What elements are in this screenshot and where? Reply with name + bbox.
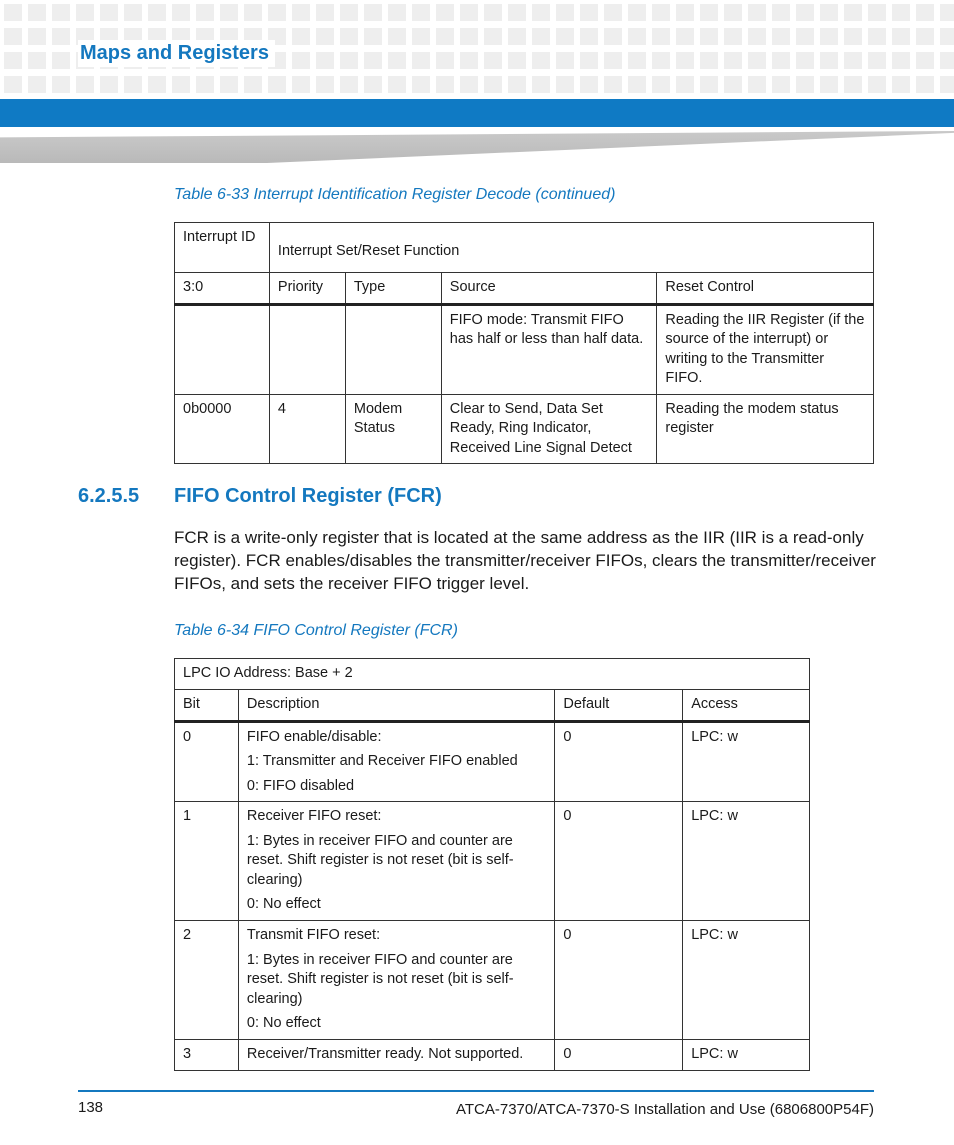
- table-cell: Reading the modem status register: [657, 394, 874, 464]
- section-body: FCR is a write-only register that is located at the same address as the IIR (IIR is a read-only register). FCR enables/disables the transmitter/receiver FIFOs, clears the transmitter/receiver FIFOs, and sets the receiver FIFO trigger level.: [174, 528, 876, 593]
- desc-line: 0: FIFO disabled: [246, 777, 355, 794]
- table-cell: 0: [175, 721, 239, 802]
- desc-line: 0: No effect: [246, 896, 321, 912]
- desc-line: 1: Transmitter and Receiver FIFO enabled: [246, 753, 518, 769]
- column-header: Reset Control: [657, 273, 874, 305]
- table-cell: [238, 921, 554, 1040]
- table-cell: [238, 721, 554, 802]
- column-header: 3:0: [175, 273, 270, 305]
- table-cell: Clear to Send, Data Set Ready, Ring Indicator, Received Line Signal Detect: [441, 394, 657, 464]
- table1-caption: Table 6-33 Interrupt Identification Register Decode (continued): [174, 186, 616, 203]
- table-cell: 0: [555, 1040, 683, 1071]
- running-section-title: Maps and Registers: [78, 40, 275, 67]
- table-row: [175, 273, 874, 305]
- table-cell: [175, 304, 270, 394]
- column-header: Access: [683, 690, 810, 722]
- table-row: [175, 921, 810, 1040]
- desc-line: 0: No effect: [246, 1015, 321, 1031]
- desc-line: FIFO enable/disable:: [246, 728, 382, 745]
- table-cell: [238, 802, 554, 921]
- header-interrupt-id: Interrupt ID: [175, 223, 270, 273]
- table-cell: LPC: w: [683, 921, 810, 1040]
- header-blue-band: [0, 99, 954, 127]
- column-header: Description: [238, 690, 554, 722]
- table-cell: [345, 304, 441, 394]
- table-cell: Reading the IIR Register (if the source of the interrupt) or writing to the Transmitter FIFO.: [657, 304, 874, 394]
- page-number: 138: [78, 1099, 104, 1116]
- table-cell: 1: [175, 802, 239, 921]
- table-row: [175, 659, 810, 690]
- table-row: [175, 223, 874, 273]
- desc-line: Receiver/Transmitter ready. Not supported.: [246, 1046, 524, 1062]
- table-cell: 0: [555, 721, 683, 802]
- table-row: [175, 802, 810, 921]
- table-cell: LPC: w: [683, 802, 810, 921]
- table-cell: 0b0000: [175, 394, 270, 464]
- desc-line: Transmit FIFO reset:: [246, 927, 381, 943]
- desc-line: 1: Bytes in receiver FIFO and counter are reset. Shift register is not reset (bit is self-clearing): [246, 832, 514, 888]
- table-cell: 3: [175, 1040, 239, 1071]
- table-row: [175, 690, 810, 722]
- column-header: Default: [555, 690, 683, 722]
- table-cell: LPC: w: [683, 1040, 810, 1071]
- table-row: [175, 304, 874, 394]
- column-header: Source: [441, 273, 657, 305]
- table-cell: 2: [175, 921, 239, 1040]
- column-header: Bit: [175, 690, 239, 722]
- table-row: [175, 394, 874, 464]
- footer-document-title: ATCA-7370/ATCA-7370-S Installation and Use (6806800P54F): [455, 1101, 874, 1118]
- footer-divider: [78, 1090, 874, 1092]
- table-cell: 4: [269, 394, 345, 464]
- table-cell: 0: [555, 921, 683, 1040]
- column-header: Priority: [269, 273, 345, 305]
- header-function: Interrupt Set/Reset Function: [269, 223, 873, 273]
- table2-caption: Table 6-34 FIFO Control Register (FCR): [174, 622, 458, 639]
- interrupt-id-decode-table: [174, 222, 874, 464]
- section-title: FIFO Control Register (FCR): [174, 485, 442, 507]
- address-cell: LPC IO Address: Base + 2: [175, 659, 810, 690]
- table-cell: [238, 1040, 554, 1071]
- table-row: [175, 1040, 810, 1071]
- table-cell: Modem Status: [345, 394, 441, 464]
- table-cell: [269, 304, 345, 394]
- header-gray-wedge: [0, 131, 954, 163]
- table-cell: LPC: w: [683, 721, 810, 802]
- desc-line: Receiver FIFO reset:: [246, 808, 382, 824]
- section-heading: [78, 485, 442, 508]
- fifo-control-register-table: [174, 658, 810, 1071]
- column-header: Type: [345, 273, 441, 305]
- section-number: 6.2.5.5: [78, 485, 140, 507]
- table-cell: FIFO mode: Transmit FIFO has half or less than half data.: [441, 304, 657, 394]
- table-row: [175, 721, 810, 802]
- desc-line: 1: Bytes in receiver FIFO and counter are reset. Shift register is not reset (bit is self-clearing): [246, 951, 514, 1007]
- table-cell: 0: [555, 802, 683, 921]
